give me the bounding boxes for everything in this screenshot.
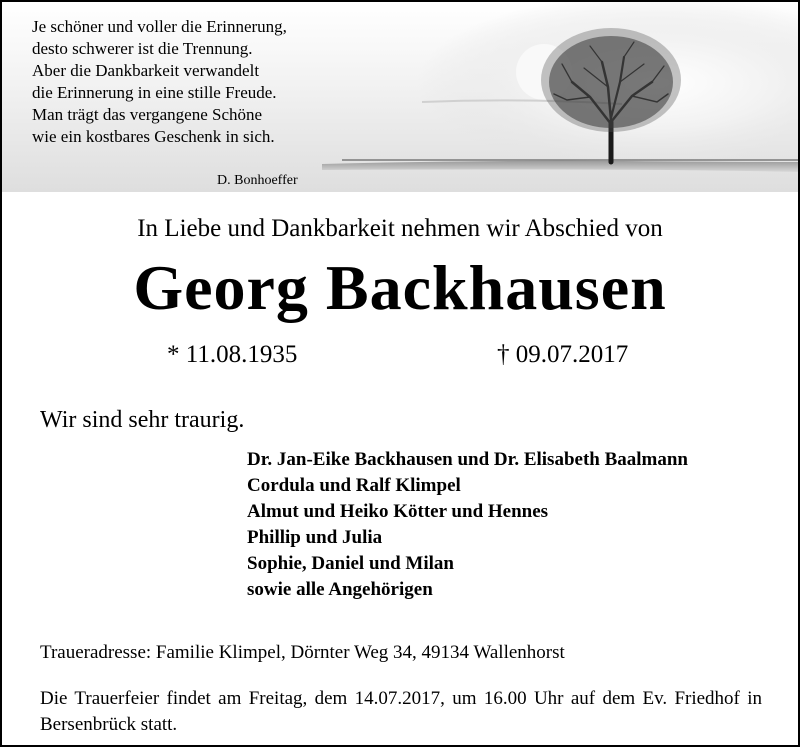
birth-date: * 11.08.1935 [167,341,298,368]
poem-line: Man trägt das vergangene Schöne [32,105,263,124]
death-date: † 09.07.2017 [497,341,629,368]
deceased-name: Georg Backhausen [133,252,667,323]
poem-line: Je schöner und voller die Erinnerung, [32,17,287,36]
poem [32,16,287,148]
poem-line: die Erinnerung in eine stille Freude. [32,83,277,102]
poem-line: wie ein kostbares Geschenk in sich. [32,127,275,146]
mourner-line: Cordula und Ralf Klimpel [247,475,461,496]
poem-line: Aber die Dankbarkeit verwandelt [32,61,260,80]
mourner-line: sowie alle Angehörigen [247,579,433,600]
mourner-line: Almut und Heiko Kötter und Hennes [247,501,549,522]
poem-author: D. Bonhoeffer [217,173,298,188]
intro-text: In Liebe und Dankbarkeit nehmen wir Abschied von [137,215,663,242]
poem-line: desto schwerer ist die Trennung. [32,39,253,58]
mourning-address: Traueradresse: Familie Klimpel, Dörnter Weg 34, 49134 Wallenhorst [40,642,565,663]
funeral-info: Die Trauerfeier findet am Freitag, dem 14.07.2017, um 16.00 Uhr auf dem Ev. Friedhof in Bersenbrück statt. [40,688,762,735]
sad-statement: Wir sind sehr traurig. [40,407,245,433]
mourner-line: Sophie, Daniel und Milan [247,553,454,574]
mourners-list [247,447,688,603]
mourner-line: Dr. Jan-Eike Backhausen und Dr. Elisabeth Baalmann [247,449,688,470]
tree-landscape-image [322,2,798,182]
mourner-line: Phillip und Julia [247,527,383,548]
